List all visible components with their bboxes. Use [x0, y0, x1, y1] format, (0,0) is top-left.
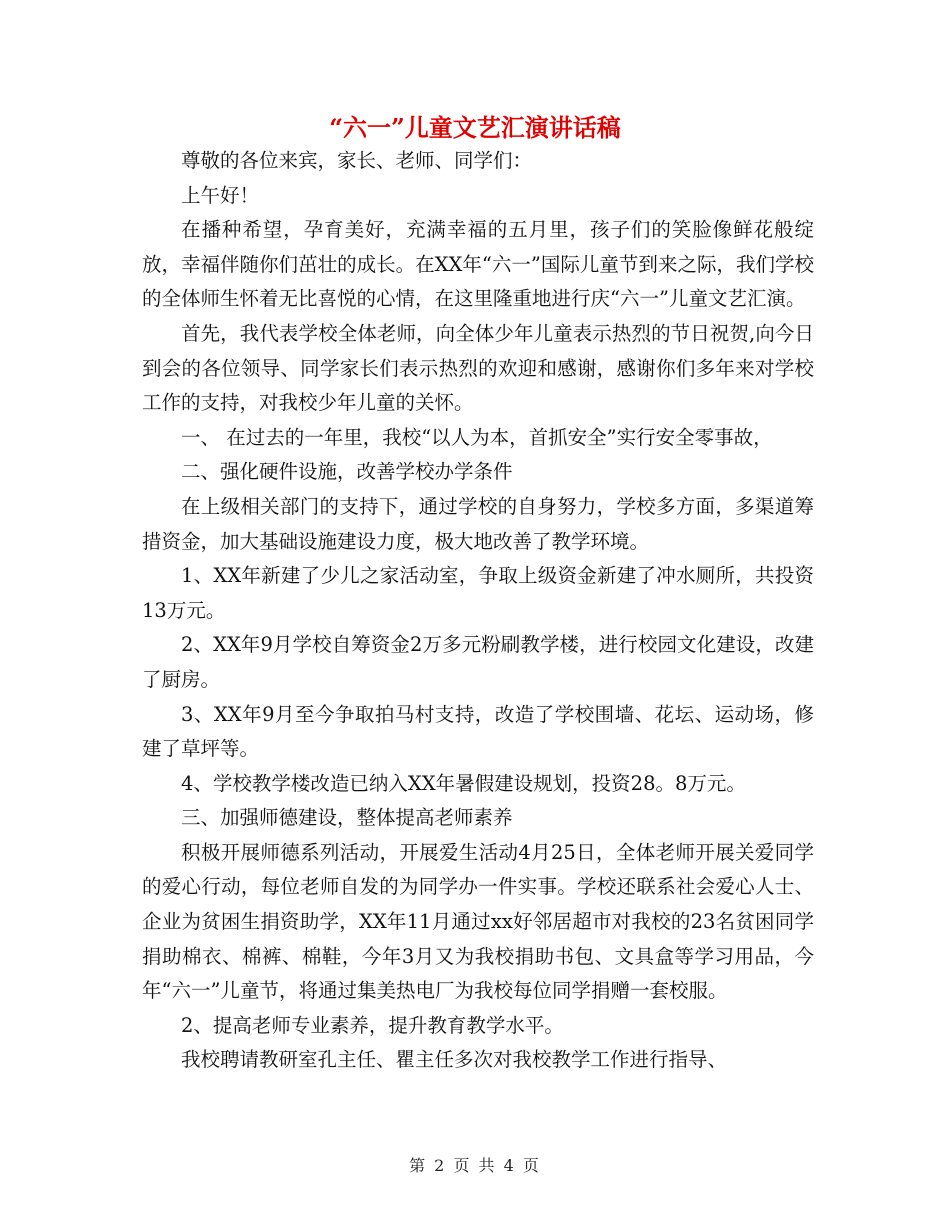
list-item: 3、XX年9月至今争取拍马村支持，改造了学校围墙、花坛、运动场，修建了草坪等。: [142, 702, 814, 761]
paragraph-salutation: 尊敬的各位来宾，家长、老师、同学们：: [181, 149, 533, 172]
document-title: “六一”儿童文艺汇演讲话稿: [329, 113, 621, 142]
paragraph: 在上级相关部门的支持下，通过学校的自身努力，学校多方面，多渠道筹措资金，加大基础设施建设力度，极大地改善了教学环境。: [142, 494, 814, 553]
paragraph: 一、 在过去的一年里，我校“以人为本，首抓安全”实行安全零事故，: [181, 425, 773, 449]
list-item: 2、提高老师专业素养，提升教育教学水平。: [181, 1013, 564, 1037]
paragraph-greeting: 上午好！: [181, 183, 260, 207]
list-item: 4、学校教学楼改造已纳入XX年暑假建设规划，投资28。8万元。: [181, 771, 746, 795]
paragraph: 在播种希望，孕育美好，充满幸福的五月里，孩子们的笑脸像鲜花般绽放，幸福伴随你们茁壮的成长。在XX年“六一”国际儿童节到来之际，我们学校的全体师生怀着无比喜悦的心情，在这里隆重地进行庆“六一”儿童文艺汇演。: [142, 218, 814, 311]
page-footer: 第 2 页 共 4 页: [409, 1156, 541, 1175]
paragraph: 积极开展师德系列活动，开展爱生活动4月25日，全体老师开展关爱同学的爱心行动，每位老师自发的为同学办一件实事。学校还联系社会爱心人士、企业为贫困生捐资助学，XX年11月通过xx好邻居超市对我校的23名贫困同学捐助棉衣、棉裤、棉鞋，今年3月又为我校捐助书包、文具盒等学习用品，今年“六一”儿童节，将通过集美热电厂为我校每位同学捐赠一套校服。: [142, 840, 814, 1003]
section-heading: 三、加强师德建设，整体提高老师素养: [181, 806, 513, 830]
paragraph: 首先，我代表学校全体老师，向全体少年儿童表示热烈的节日祝贺,向今日到会的各位领导、同学家长们表示热烈的欢迎和感谢，感谢你们多年来对学校工作的支持，对我校少年儿童的关怀。: [142, 321, 814, 415]
list-item: 1、XX年新建了少儿之家活动室，争取上级资金新建了冲水厕所，共投资13万元。: [142, 564, 814, 622]
paragraph: 我校聘请教研室孔主任、瞿主任多次对我校教学工作进行指导、: [181, 1048, 728, 1072]
list-item: 2、XX年9月学校自筹资金2万多元粉刷教学楼，进行校园文化建设，改建了厨房。: [142, 633, 814, 691]
document-body: [142, 144, 814, 1078]
section-heading: 二、强化硬件设施，改善学校办学条件: [181, 460, 513, 484]
